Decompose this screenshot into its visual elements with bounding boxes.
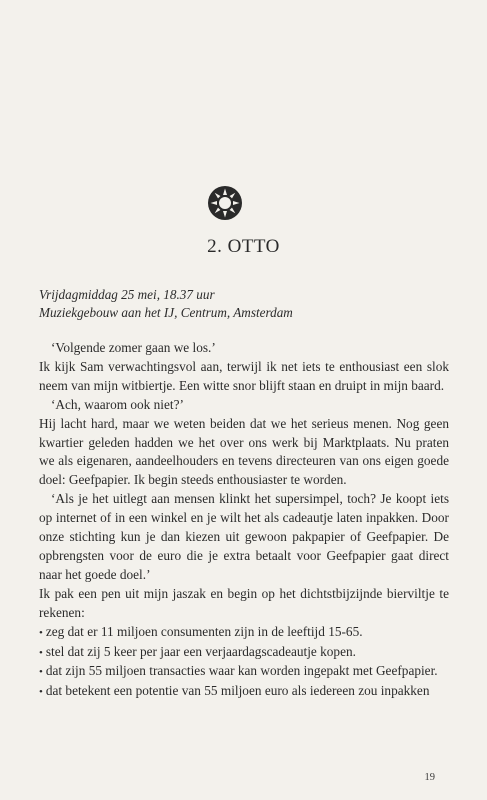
bullet-icon: • (39, 626, 43, 639)
paragraph: ‘Volgende zomer gaan we los.’ (51, 340, 216, 355)
bullet-item (39, 662, 449, 682)
paragraph: ‘Ach, waarom ook niet?’ (51, 396, 184, 412)
paragraph: ‘Als je het uitlegt aan mensen klinkt het supersimpel, toch? Je koopt iets op internet of in een winkel en je wilt het als cadeautje laten inpakken. Door onze stichting kun je dan kiezen uit gewoon pakpapier of Geefpapier. De opbrengsten voor de euro die je extra betaalt voor Geefpapier gaat direct naar het goede doel.’ (39, 491, 449, 582)
bullet-icon: • (39, 686, 43, 699)
chapter-title: 2. OTTO (207, 236, 280, 257)
bullet-text: zeg dat er 11 miljoen consumenten zijn in de leeftijd 15-65. (45, 623, 363, 639)
bullet-text: dat betekent een potentie van 55 miljoen euro als iedereen zou inpakken (45, 683, 430, 699)
paragraph: Ik kijk Sam verwachtingsvol aan, terwijl ik net iets te enthousiast een slok neem van mijn witbiertje. Een witte snor blijft staan en druipt in mijn baard. (39, 358, 449, 393)
bullet-item (39, 643, 449, 663)
paragraph: Hij lacht hard, maar we weten beiden dat we het serieus menen. Nog geen kwartier geleden hadden we het over ons werk bij Marktplaats. Nu praten we als eigenaren, aandeelhouders en tevens directeuren van ons eigen goede doel: Geefpapier. Ik begin steeds enthousiaster te worden. (39, 415, 449, 488)
bullet-icon: • (39, 666, 43, 679)
chapter-location: Muziekgebouw aan het IJ, Centrum, Amsterdam (39, 305, 293, 320)
bullet-item (39, 623, 449, 643)
sun-ornament-icon (207, 185, 243, 221)
body-text (39, 339, 449, 702)
paragraph: Ik pak een pen uit mijn jaszak en begin op het dichtstbijzijnde bierviltje te rekenen: (39, 585, 449, 620)
bullet-text: stel dat zij 5 keer per jaar een verjaardagscadeautje kopen. (45, 643, 356, 659)
page-number: 19 (424, 772, 435, 783)
bullet-text: dat zijn 55 miljoen transacties waar kan worden ingepakt met Geefpapier. (45, 663, 438, 679)
bullet-icon: • (39, 646, 43, 659)
bullet-item (39, 682, 449, 702)
chapter-date: Vrijdagmiddag 25 mei, 18.37 uur (39, 287, 215, 302)
